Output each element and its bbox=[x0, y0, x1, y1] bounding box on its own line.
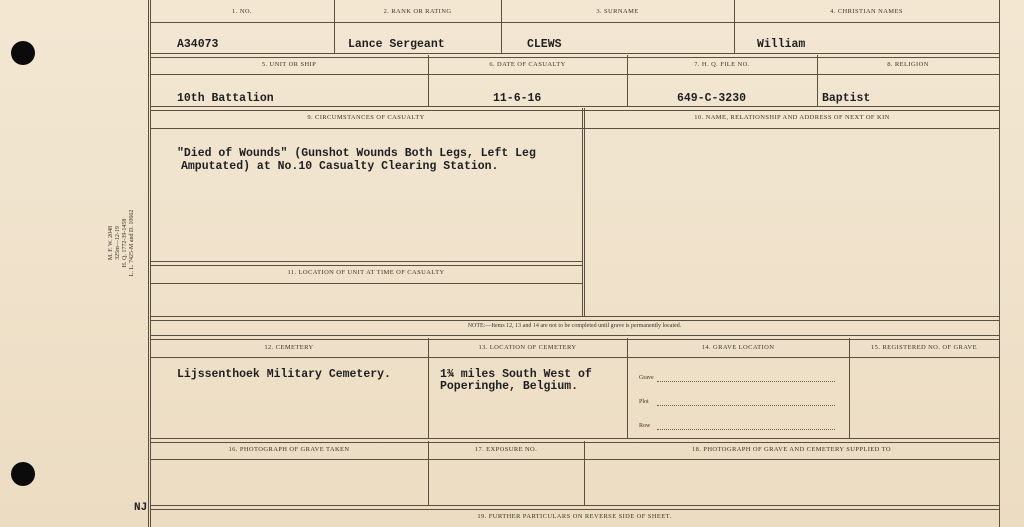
grave-field-line bbox=[657, 381, 835, 382]
hq-file-value: 649-C-3230 bbox=[677, 92, 747, 105]
col-divider bbox=[627, 338, 628, 438]
side-line-1: M. F. W. 2048 bbox=[108, 225, 114, 261]
religion-label: 8. RELIGION bbox=[887, 61, 929, 68]
row-separator bbox=[150, 438, 999, 443]
cemetery-value: Lijssenthoek Military Cemetery. bbox=[177, 368, 391, 381]
date-label: 6. DATE OF CASUALTY bbox=[489, 61, 566, 68]
circumstances-label: 9. CIRCUMSTANCES OF CASUALTY bbox=[307, 114, 425, 121]
row-separator bbox=[150, 261, 582, 266]
row5-divider bbox=[150, 459, 999, 460]
row2-divider bbox=[150, 74, 999, 75]
grave-location-label: 14. GRAVE LOCATION bbox=[701, 344, 775, 351]
side-print-code bbox=[108, 210, 136, 277]
christian-names-value: William bbox=[757, 38, 806, 51]
form-left-border-inner bbox=[148, 0, 149, 527]
side-line-2: 325m—12-19 bbox=[115, 226, 121, 260]
row4-divider bbox=[150, 357, 999, 358]
circumstances-line-2: Amputated) at No.10 Casualty Clearing Station. bbox=[181, 160, 499, 173]
row-separator bbox=[150, 335, 999, 340]
punch-hole-bottom bbox=[11, 462, 35, 486]
row-field-label: Row bbox=[639, 423, 651, 429]
hq-file-label: 7. H. Q. FILE NO. bbox=[694, 61, 750, 68]
christian-names-label: 4. CHRISTIAN NAMES bbox=[830, 8, 903, 15]
row3-divider bbox=[150, 128, 999, 129]
side-line-3: H. Q. 1772-39-1458 bbox=[122, 218, 128, 268]
grave-field-label: Grave bbox=[639, 375, 654, 381]
circumstances-line-1: "Died of Wounds" (Gunshot Wounds Both Legs, Left Leg bbox=[177, 147, 536, 160]
cemetery-location-line-1: 1¾ miles South West of bbox=[440, 368, 592, 381]
surname-value: CLEWS bbox=[527, 38, 562, 51]
plot-field-label: Plot bbox=[639, 399, 649, 405]
registered-grave-label: 15. REGISTERED NO. OF GRAVE bbox=[870, 344, 978, 351]
exposure-label: 17. EXPOSURE NO. bbox=[474, 446, 538, 453]
row1-divider bbox=[150, 22, 999, 23]
rank-value: Lance Sergeant bbox=[348, 38, 445, 51]
row-separator bbox=[150, 106, 999, 111]
corner-code: NJ bbox=[134, 502, 148, 514]
service-number: A34073 bbox=[177, 38, 219, 51]
location-of-unit-label: 11. LOCATION OF UNIT AT TIME OF CASUALTY bbox=[287, 269, 445, 276]
plot-field-line bbox=[657, 405, 835, 406]
row-separator bbox=[150, 53, 999, 58]
cemetery-location-line-2: Poperinghe, Belgium. bbox=[440, 380, 579, 393]
row-separator bbox=[150, 316, 999, 321]
col-divider bbox=[428, 338, 429, 438]
date-value: 11-6-16 bbox=[493, 92, 542, 105]
cemetery-location-label: 13. LOCATION OF CEMETERY bbox=[478, 344, 577, 351]
form-right-border bbox=[999, 0, 1000, 527]
col-divider bbox=[582, 108, 583, 316]
location-unit-divider bbox=[150, 283, 582, 284]
row-field-line bbox=[657, 429, 835, 430]
photo-taken-label: 16. PHOTOGRAPH OF GRAVE TAKEN bbox=[228, 446, 350, 453]
photo-supplied-label: 18. PHOTOGRAPH OF GRAVE AND CEMETERY SUPPLIED TO bbox=[691, 446, 892, 453]
note-text: NOTE:—Items 12, 13 and 14 are not to be completed until grave is permanently located. bbox=[467, 323, 682, 329]
unit-value: 10th Battalion bbox=[177, 92, 274, 105]
col-divider-double bbox=[584, 108, 585, 316]
col-divider bbox=[849, 338, 850, 438]
side-line-4: L. L. 7425-M and D. 10662 bbox=[129, 209, 135, 277]
further-particulars-label: 19. FURTHER PARTICULARS ON REVERSE SIDE OF SHEET. bbox=[477, 513, 672, 520]
cemetery-label: 12. CEMETERY bbox=[264, 344, 314, 351]
religion-value: Baptist bbox=[822, 92, 871, 105]
no-label: 1. NO. bbox=[232, 8, 252, 15]
surname-label: 3. SURNAME bbox=[596, 8, 639, 15]
unit-label: 5. UNIT OR SHIP bbox=[261, 61, 317, 68]
row-separator bbox=[150, 505, 999, 510]
rank-label: 2. RANK OR RATING bbox=[383, 8, 452, 15]
punch-hole-top bbox=[11, 41, 35, 65]
next-of-kin-label: 10. NAME, RELATIONSHIP AND ADDRESS OF NEXT OF KIN bbox=[694, 114, 890, 121]
